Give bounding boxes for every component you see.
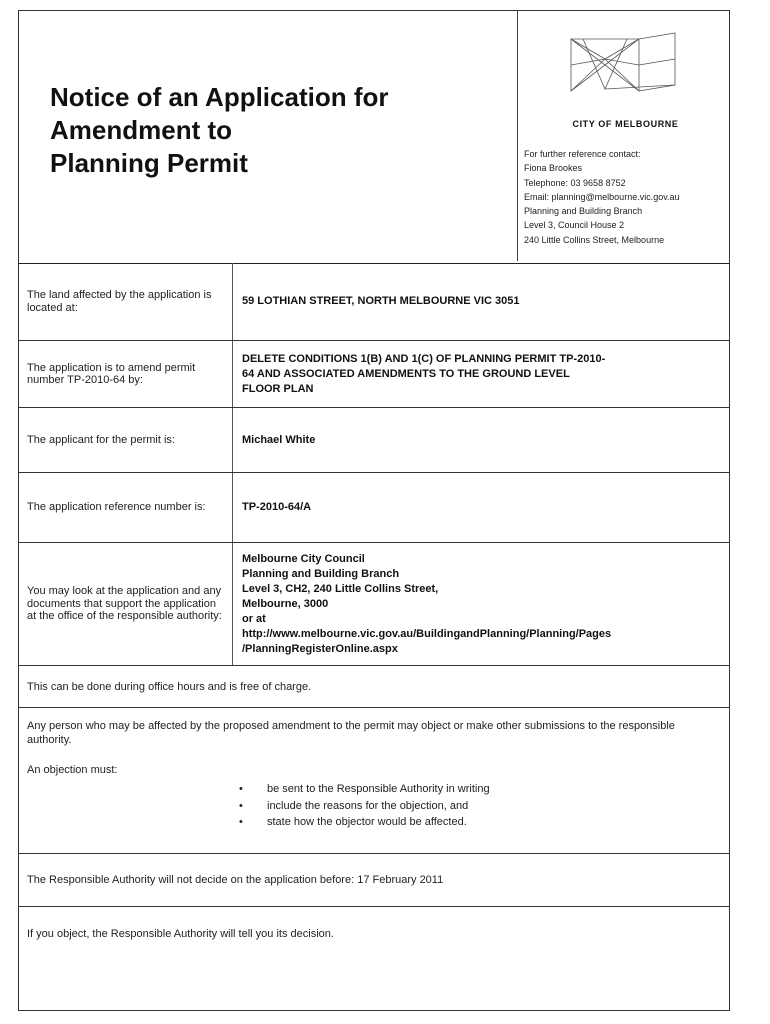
contact-line: For further reference contact: [524, 149, 641, 159]
contact-details [524, 147, 730, 247]
notice-header [19, 11, 729, 264]
column-divider [232, 543, 233, 665]
decision-date-text: The Responsible Authority will not decide on the application before: 17 February 2011 [27, 874, 444, 886]
planning-register-link[interactable]: /PlanningRegisterOnline.aspx [242, 642, 398, 655]
tell-decision-row [19, 907, 729, 960]
row-label: The applicant for the permit is: [27, 433, 175, 446]
list-item: • include the reasons for the objection, and [239, 798, 721, 815]
row-value [242, 473, 723, 542]
amendment-line: FLOOR PLAN [242, 382, 314, 395]
column-divider [232, 341, 233, 407]
location-line: Melbourne City Council [242, 552, 365, 565]
reference-number-row [19, 473, 729, 543]
application-details-table [19, 263, 729, 960]
row-label: The application is to amend permit number TP-2010-64 by: [27, 361, 196, 386]
title-line: Notice of an Application for [50, 82, 389, 112]
property-address: 59 LOTHIAN STREET, NORTH MELBOURNE VIC 3051 [242, 295, 520, 307]
row-label: The land affected by the application is located at: [27, 289, 212, 314]
amend-permit-row [19, 341, 729, 408]
location-line: or at [242, 612, 266, 625]
column-divider [232, 473, 233, 542]
logo-wordmark: CITY OF MELBOURNE [572, 119, 679, 129]
contact-email: Email: planning@melbourne.vic.gov.au [524, 191, 680, 202]
notice-title [50, 81, 510, 180]
title-line: Planning Permit [50, 148, 248, 178]
location-line: Level 3, CH2, 240 Little Collins Street, [242, 582, 439, 595]
row-label: The application reference number is: [27, 501, 206, 514]
row-label: You may look at the application and any documents that support the application at the office of the responsible authority: [27, 585, 222, 623]
location-line: Planning and Building Branch [242, 567, 400, 580]
contact-line: 240 Little Collins Street, Melbourne [524, 234, 665, 245]
contact-line: Level 3, Council House 2 [524, 220, 625, 231]
objection-must-label: An objection must: [27, 764, 118, 776]
title-line: Amendment to [50, 115, 232, 145]
applicant-name: Michael White [242, 433, 316, 446]
header-divider [517, 11, 518, 261]
free-of-charge-text: This can be done during office hours and is free of charge. [27, 680, 312, 693]
decision-date-row [19, 854, 729, 907]
objection-row [19, 708, 729, 854]
row-value [242, 543, 723, 665]
contact-line: Planning and Building Branch [524, 206, 643, 217]
planning-register-link[interactable]: http://www.melbourne.vic.gov.au/BuildingandPlanning/Planning/Pages [242, 627, 612, 640]
land-affected-row [19, 263, 729, 341]
city-of-melbourne-logo-icon [563, 29, 681, 113]
list-item: • be sent to the Responsible Authority in writing [239, 781, 721, 798]
amendment-line: DELETE CONDITIONS 1(B) AND 1(C) OF PLANNING PERMIT TP-2010- [242, 352, 606, 365]
row-value [242, 263, 723, 340]
column-divider [232, 263, 233, 340]
row-value [242, 408, 723, 472]
column-divider [232, 408, 233, 472]
objection-intro: Any person who may be affected by the proposed amendment to the permit may object or make other submissions to the responsible authority. [27, 720, 675, 746]
list-item: • state how the objector would be affected. [239, 814, 721, 831]
amendment-line: 64 AND ASSOCIATED AMENDMENTS TO THE GROUND LEVEL [242, 367, 570, 380]
free-of-charge-row [19, 666, 729, 708]
contact-line: Telephone: 03 9658 8752 [524, 177, 626, 188]
inspection-location-row [19, 543, 729, 666]
contact-line: Fiona Brookes [524, 163, 583, 174]
objection-requirements-list [27, 781, 721, 831]
notice-page [18, 10, 730, 1011]
tell-decision-text: If you object, the Responsible Authority will tell you its decision. [27, 927, 334, 940]
reference-number: TP-2010-64/A [242, 501, 312, 513]
location-line: Melbourne, 3000 [242, 597, 329, 610]
row-value [242, 341, 723, 407]
applicant-row [19, 408, 729, 473]
